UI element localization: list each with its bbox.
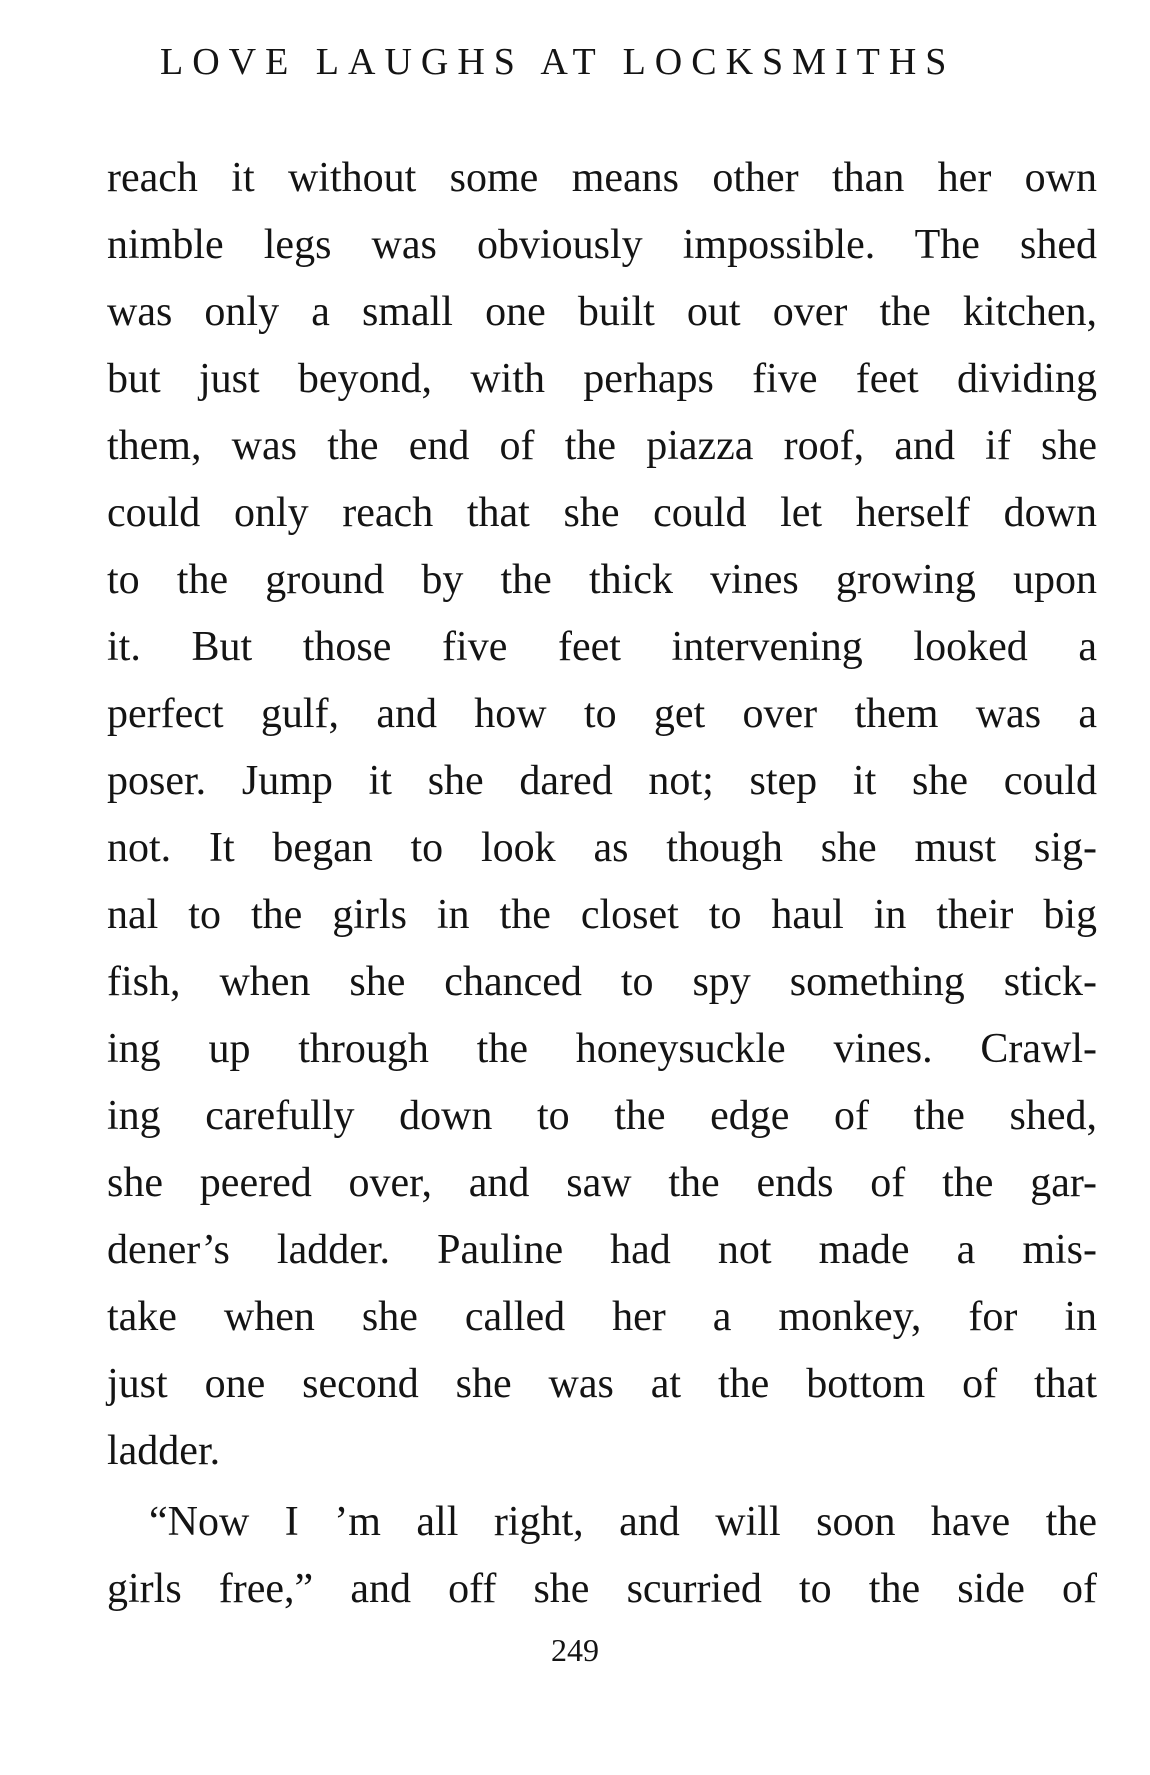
text-line: “Now I ’m all right, and will soon have the	[149, 1499, 1097, 1545]
paragraph-1	[107, 145, 1097, 1485]
text-line: dener’s ladder. Pauline had not made a mis-	[107, 1227, 1097, 1273]
text-line: them, was the end of the piazza roof, and if she	[107, 423, 1097, 469]
text-line: girls free,” and off she scurried to the side of	[107, 1566, 1097, 1612]
text-line: ing up through the honeysuckle vines. Crawl-	[107, 1026, 1097, 1072]
text-line: ladder.	[107, 1428, 221, 1474]
text-line: nal to the girls in the closet to haul in their big	[107, 892, 1097, 938]
text-line: perfect gulf, and how to get over them was a	[107, 691, 1097, 737]
text-line: reach it without some means other than her own	[107, 155, 1097, 201]
text-line: fish, when she chanced to spy something stick-	[107, 959, 1097, 1005]
text-line: but just beyond, with perhaps five feet dividing	[107, 356, 1097, 402]
running-head: LOVE LAUGHS AT LOCKSMITHS	[160, 41, 956, 83]
text-line: she peered over, and saw the ends of the gar-	[107, 1160, 1097, 1206]
page-number: 249	[551, 1632, 599, 1668]
text-line: poser. Jump it she dared not; step it she could	[107, 758, 1097, 804]
text-line: was only a small one built out over the kitchen,	[107, 289, 1097, 335]
body-text	[107, 145, 1097, 1623]
text-line: take when she called her a monkey, for in	[107, 1294, 1097, 1340]
text-line: just one second she was at the bottom of that	[107, 1361, 1097, 1407]
paragraph-2	[107, 1489, 1097, 1623]
text-line: nimble legs was obviously impossible. The shed	[107, 222, 1097, 268]
text-line: not. It began to look as though she must sig-	[107, 825, 1097, 871]
text-line: could only reach that she could let herself down	[107, 490, 1097, 536]
text-line: to the ground by the thick vines growing upon	[107, 557, 1097, 603]
text-line: it. But those five feet intervening looked a	[107, 624, 1097, 670]
text-line: ing carefully down to the edge of the shed,	[107, 1093, 1097, 1139]
